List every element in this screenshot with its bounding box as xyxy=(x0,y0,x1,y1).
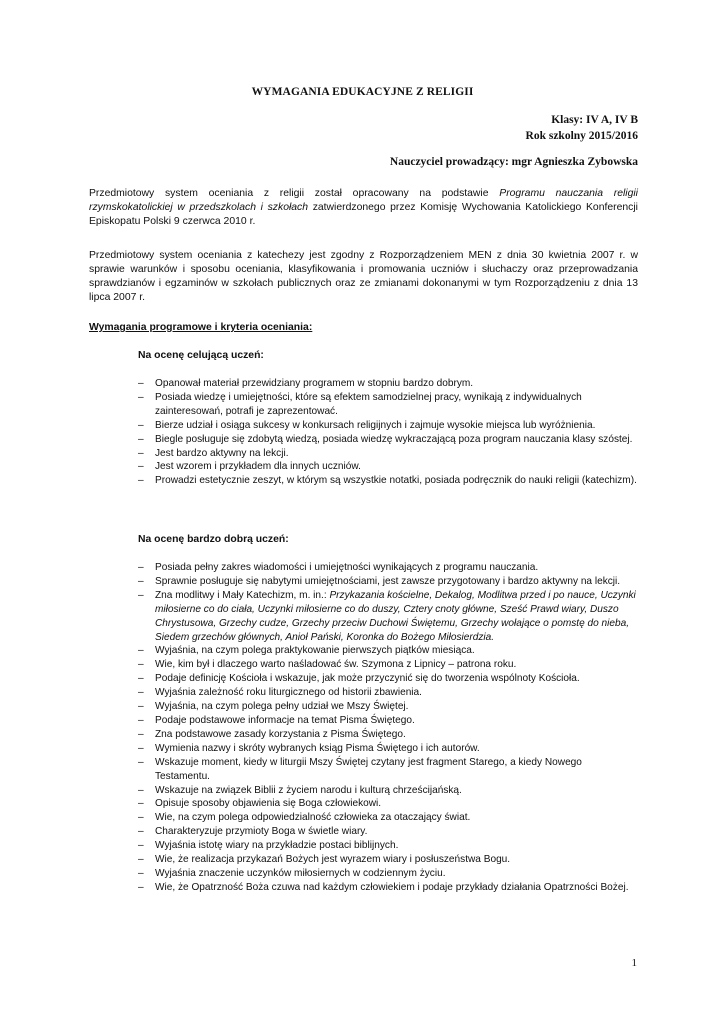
bullet-dash: – xyxy=(138,673,144,685)
list-item xyxy=(138,474,638,488)
list-item-text: Biegle posługuje się zdobytą wiedzą, posiada wiedzę wykraczającą poza program nauczania klasy szóstej. xyxy=(155,433,633,445)
list-item xyxy=(138,811,638,825)
bullet-dash: – xyxy=(138,798,144,810)
bullet-dash: – xyxy=(138,854,144,866)
intro1-program-title: Programu nauczania religii rzymskokatolickiej w przedszkolach i szkołach xyxy=(89,188,638,213)
list-item xyxy=(138,839,638,853)
list-item-text: Wyjaśnia znaczenie uczynków miłosiernych w codziennym życiu. xyxy=(155,867,446,879)
bullet-dash: – xyxy=(138,714,144,726)
grade-celujaca-heading: Na ocenę celującą uczeń: xyxy=(138,350,264,361)
intro-paragraph-1 xyxy=(89,187,638,229)
list-item-text: Wymienia nazwy i skróty wybranych ksiąg Pisma Świętego i ich autorów. xyxy=(155,742,480,754)
list-item xyxy=(138,561,638,575)
bullet-dash: – xyxy=(138,433,144,445)
intro1-pre: Przedmiotowy system oceniania z religii został opracowany na podstawie xyxy=(89,188,500,199)
list-item xyxy=(138,658,638,672)
list-item-text: Wyjaśnia zależność roku liturgicznego od historii zbawienia. xyxy=(155,687,422,699)
list-item xyxy=(138,728,638,742)
list-item-text: Sprawnie posługuje się nabytymi umiejętnościami, jest zawsze przygotowany i bardzo aktywny na lekcji. xyxy=(155,575,621,587)
bullet-dash: – xyxy=(138,687,144,699)
list-item-text: Wie, że Opatrzność Boża czuwa nad każdym człowiekiem i podaje przykłady działania Opatrzności Bożej. xyxy=(155,881,629,893)
bullet-dash: – xyxy=(138,826,144,838)
list-item xyxy=(138,825,638,839)
section-heading: Wymagania programowe i kryteria oceniania: xyxy=(89,322,313,333)
list-item xyxy=(138,419,638,433)
bullet-dash: – xyxy=(138,840,144,852)
list-item xyxy=(138,714,638,728)
list-item-text: Jest wzorem i przykładem dla innych uczniów. xyxy=(155,461,361,473)
teacher-label: Nauczyciel prowadzący: mgr Agnieszka Zybowska xyxy=(389,156,638,168)
bullet-dash: – xyxy=(138,756,144,768)
bullet-dash: – xyxy=(138,867,144,879)
list-item-text: Bierze udział i osiąga sukcesy w konkursach religijnych i zajmuje wysokie miejsca lub wyróżnienia. xyxy=(155,419,596,431)
document-title: WYMAGANIA EDUKACYJNE Z RELIGII xyxy=(251,86,474,98)
list-item-text: Charakteryzuje przymioty Boga w świetle wiary. xyxy=(155,826,368,838)
list-item xyxy=(138,686,638,700)
bullet-dash: – xyxy=(138,419,144,431)
list-item-text: Podaje definicję Kościoła i wskazuje, jak może przyczynić się do tworzenia wspólnoty Kościoła. xyxy=(155,673,580,685)
classes-label: Klasy: IV A, IV B xyxy=(551,114,638,126)
list-item xyxy=(138,881,638,895)
bullet-dash: – xyxy=(138,589,144,601)
bullet-dash: – xyxy=(138,378,144,389)
bullet-dash: – xyxy=(138,461,144,473)
list-item xyxy=(138,700,638,714)
list-item-text: Wie, że realizacja przykazań Bożych jest wyrazem wiary i posłuszeństwa Bogu. xyxy=(155,854,511,866)
school-year-label: Rok szkolny 2015/2016 xyxy=(525,130,638,142)
class-info xyxy=(526,112,638,144)
bullet-dash: – xyxy=(138,881,144,893)
list-item-text: Wskazuje na związek Biblii z życiem narodu i kulturą chrześcijańską. xyxy=(155,784,462,796)
list-item xyxy=(138,391,638,419)
list-item-text: Wie, kim był i dlaczego warto naśladować św. Szymona z Lipnicy – patrona roku. xyxy=(155,659,517,671)
list-item-text: Posiada wiedzę i umiejętności, które są efektem samodzielnej pracy, wynikają z indywidualnych zainteresowań, potrafi je zaprezentować. xyxy=(155,391,582,417)
bullet-dash: – xyxy=(138,562,144,573)
prayers-list-text: Przykazania kościelne, Dekalog, Modlitwa przed i po nauce, Uczynki miłosierne co do ciała, Uczynki miłosierne co do duszy, Cztery cnoty główne, Sześć Prawd wiary, Duszo Chrystusowa, Grzechy cudze, Grzechy przeciw Duchowi Świętemu, Grzechy wołające o pomstę do nieba, Siedem grzechów głównych, Anioł Pański, Koronka do Bożego Miłosierdzia. xyxy=(155,589,636,643)
bullet-dash: – xyxy=(138,812,144,824)
bullet-dash: – xyxy=(138,659,144,671)
list-item xyxy=(138,756,638,784)
list-item-text: Wskazuje moment, kiedy w liturgii Mszy Świętej czytany jest fragment Starego, a kiedy Nowego Testamentu. xyxy=(155,756,582,782)
bullet-dash: – xyxy=(138,784,144,796)
list-item xyxy=(138,589,638,645)
list-item xyxy=(138,447,638,461)
bullet-dash: – xyxy=(138,728,144,740)
list-item-text: Zna podstawowe zasady korzystania z Pisma Świętego. xyxy=(155,728,406,740)
list-item-text: Opisuje sposoby objawienia się Boga człowiekowi. xyxy=(155,798,382,810)
grade-bardzo-dobra-heading: Na ocenę bardzo dobrą uczeń: xyxy=(138,534,289,545)
list-item xyxy=(138,460,638,474)
bullet-dash: – xyxy=(138,701,144,713)
bullet-dash: – xyxy=(138,575,144,587)
list-item xyxy=(138,784,638,798)
list-item-text: Wie, na czym polega odpowiedzialność człowieka za otaczający świat. xyxy=(155,812,471,824)
grade-celujaca-list xyxy=(138,377,638,488)
list-item xyxy=(138,377,638,391)
bullet-dash: – xyxy=(138,475,144,487)
grade-bardzo-dobra-list xyxy=(138,561,638,895)
list-item xyxy=(138,797,638,811)
list-item xyxy=(138,575,638,589)
list-item xyxy=(138,742,638,756)
list-item-text: Podaje podstawowe informacje na temat Pisma Świętego. xyxy=(155,714,415,726)
intro-paragraph-2: Przedmiotowy system oceniania z katechezy jest zgodny z Rozporządzeniem MEN z dnia 30 kwietnia 2007 r. w sprawie warunków i sposobu oceniania, klasyfikowania i promowania uczniów i słuchaczy oraz przeprowadzania sprawdzianów i egzaminów w szkołach publicznych oraz ze zmianami dokonanymi w tym Rozporządzeniu z dnia 13 lipca 2007 r. xyxy=(89,250,638,303)
bullet-dash: – xyxy=(138,742,144,754)
list-item xyxy=(138,853,638,867)
bullet-dash: – xyxy=(138,391,144,403)
list-item-text: Wyjaśnia, na czym polega praktykowanie pierwszych piątków miesiąca. xyxy=(155,645,475,657)
list-item xyxy=(138,672,638,686)
list-item-text: Jest bardzo aktywny na lekcji. xyxy=(155,447,289,459)
intro1-post: zatwierdzonego przez Komisję Wychowania Katolickiego Konferencji Episkopatu Polski 9 czerwca 2010 r. xyxy=(89,202,638,227)
bullet-dash: – xyxy=(138,645,144,657)
list-item xyxy=(138,433,638,447)
list-item-text: Opanował materiał przewidziany programem w stopniu bardzo dobrym. xyxy=(155,378,474,389)
list-item xyxy=(138,644,638,658)
bullet-dash: – xyxy=(138,447,144,459)
list-item-text: Prowadzi estetycznie zeszyt, w którym są wszystkie notatki, posiada podręcznik do nauki religii (katechizm). xyxy=(155,475,637,487)
page-number: 1 xyxy=(631,957,637,969)
list-item-text: Posiada pełny zakres wiadomości i umiejętności wynikających z programu nauczania. xyxy=(155,562,539,573)
list-item xyxy=(138,867,638,881)
list-item-text: Wyjaśnia istotę wiary na przykładzie postaci biblijnych. xyxy=(155,840,399,852)
list-item-text: Wyjaśnia, na czym polega pełny udział we Mszy Świętej. xyxy=(155,701,409,713)
list-item-text: Zna modlitwy i Mały Katechizm, m. in.: xyxy=(155,589,330,601)
